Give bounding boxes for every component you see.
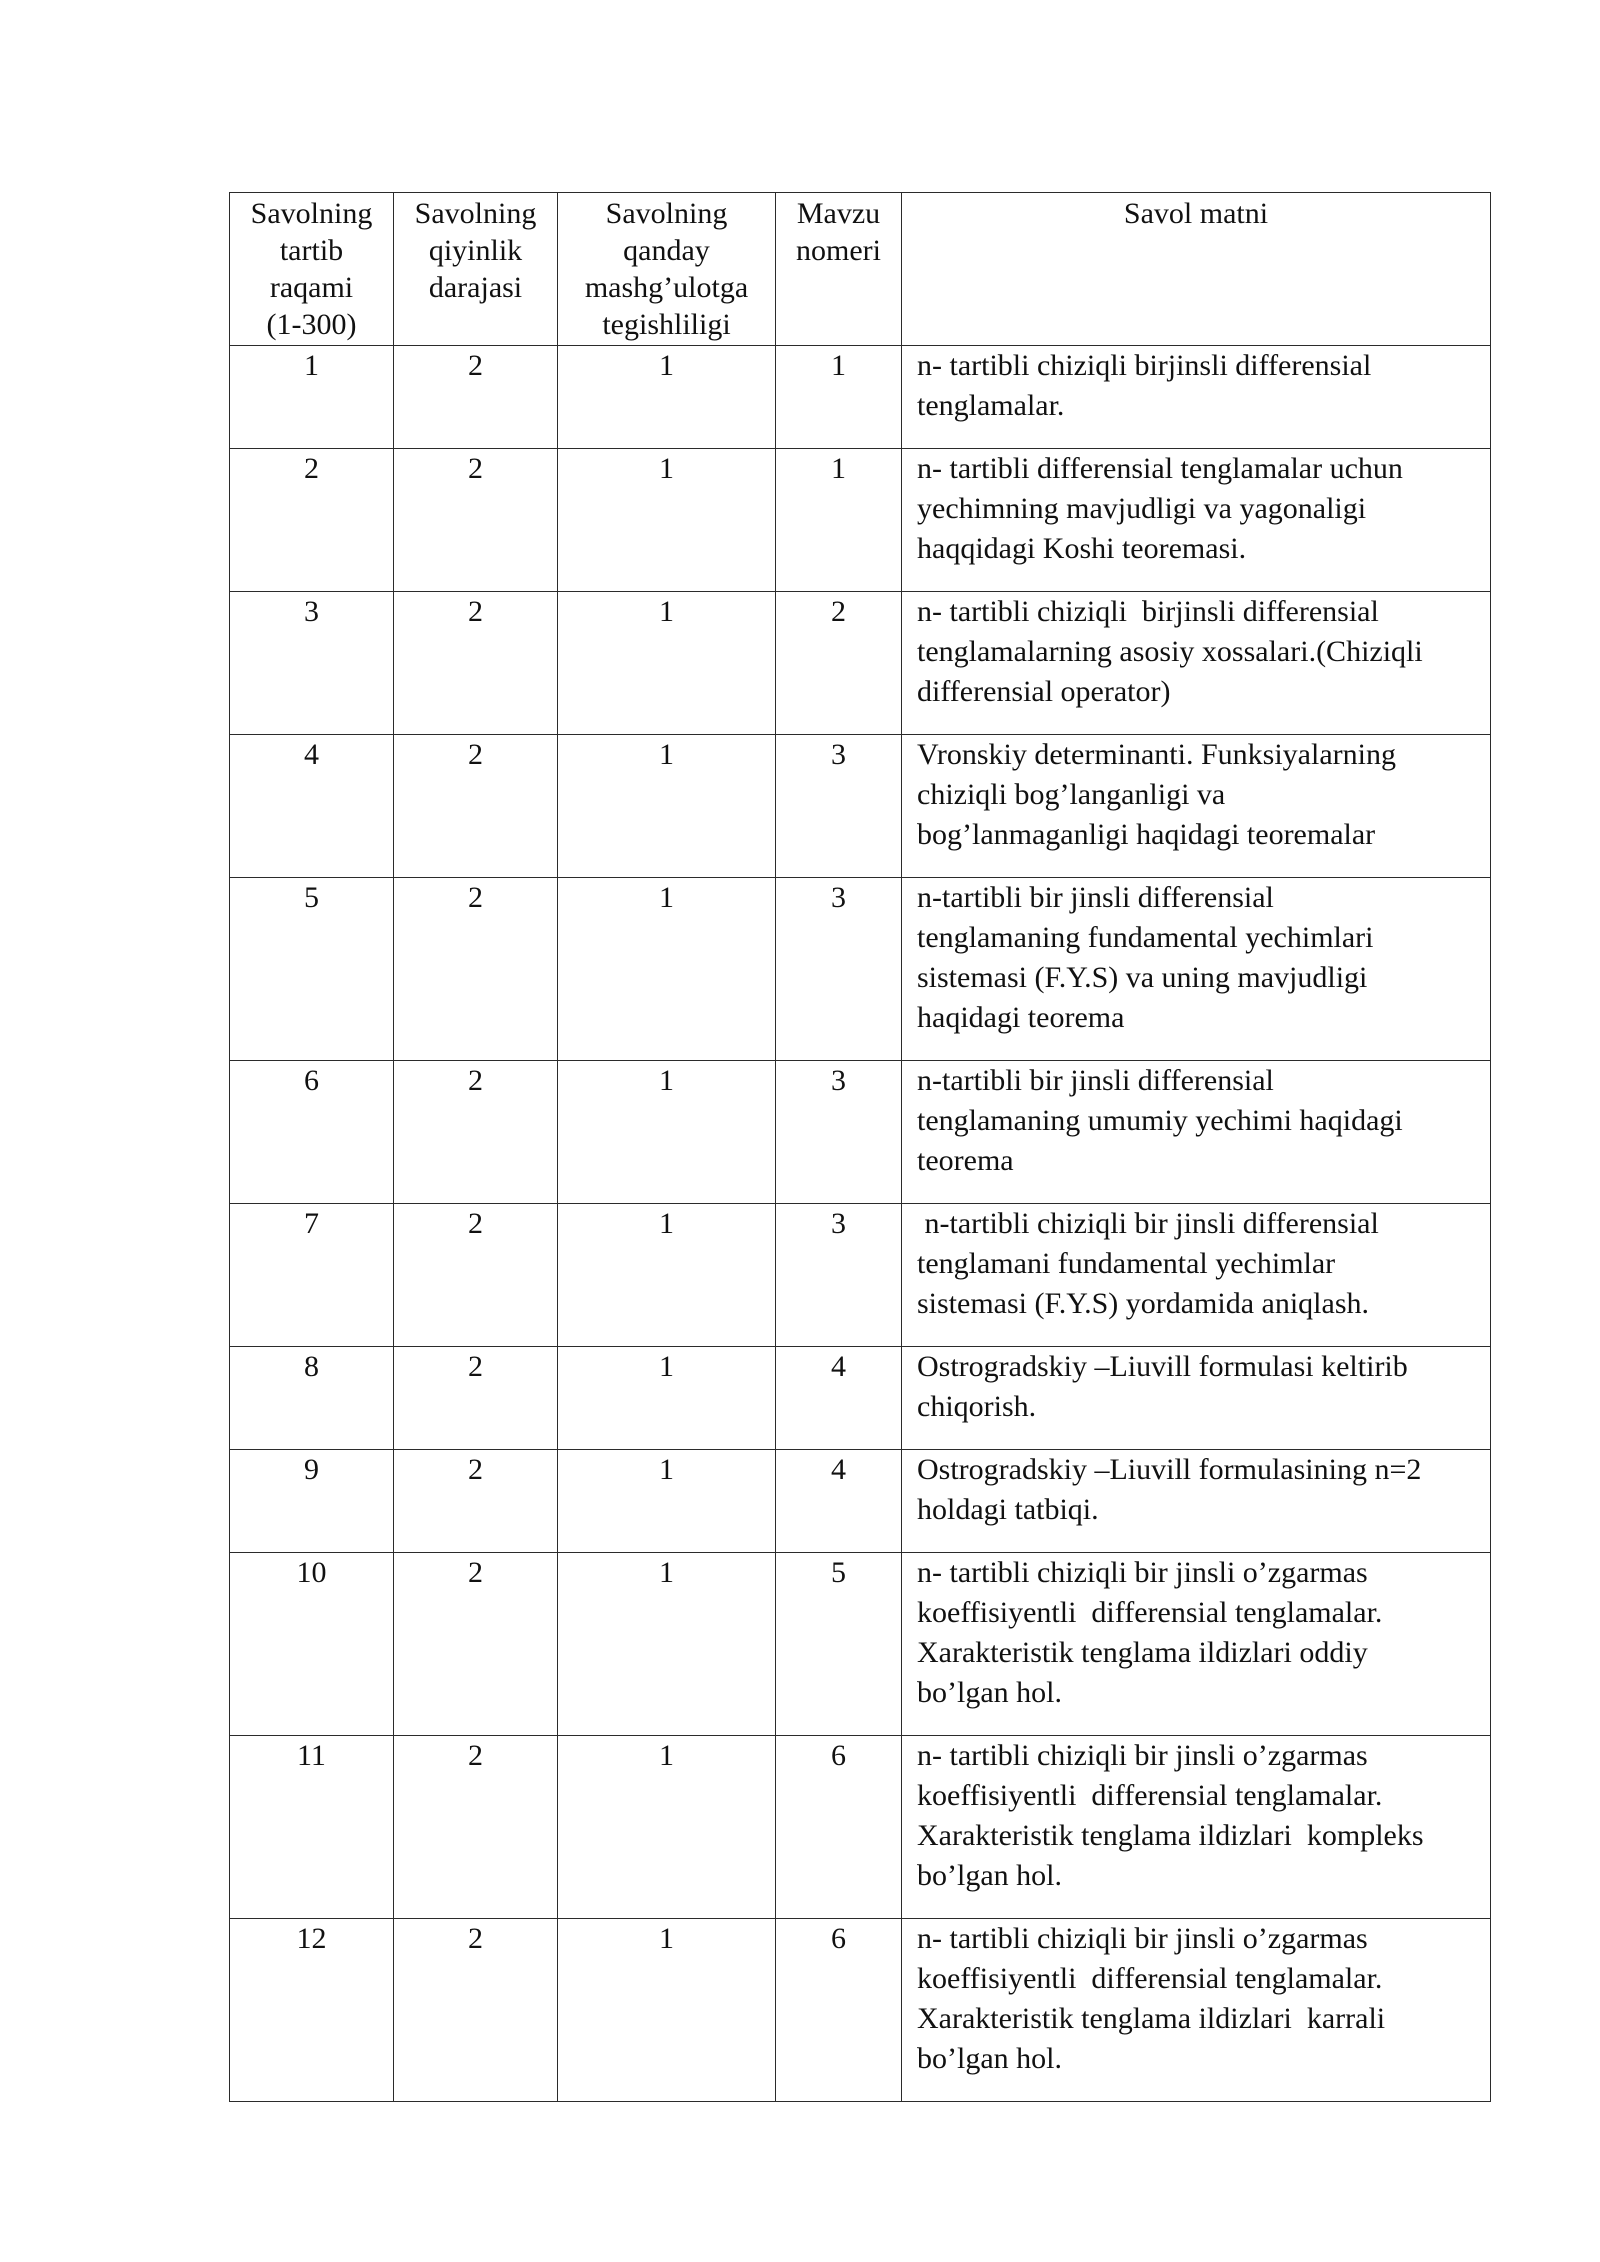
question-text-line: teorema <box>917 1144 1014 1177</box>
question-number-cell: 10 <box>230 1553 394 1736</box>
topic-number-cell: 6 <box>776 1919 902 2102</box>
question-number-cell: 4 <box>230 735 394 878</box>
question-text-line: tenglamalar. <box>917 389 1065 422</box>
lesson-type-cell: 1 <box>558 346 776 449</box>
header-topic-number <box>776 193 902 346</box>
question-text-line: n- tartibli chiziqli birjinsli differensial <box>917 349 1372 382</box>
lesson-type-cell: 1 <box>558 1553 776 1736</box>
table-row <box>230 1553 1491 1736</box>
question-text-cell <box>902 346 1491 449</box>
question-text-cell <box>902 1347 1491 1450</box>
table-row <box>230 1736 1491 1919</box>
table-header-row <box>230 193 1491 346</box>
lesson-type-cell: 1 <box>558 592 776 735</box>
question-text-line: tenglamaning umumiy yechimi haqidagi <box>917 1104 1403 1137</box>
lesson-type-cell: 1 <box>558 1736 776 1919</box>
lesson-type-cell: 1 <box>558 1919 776 2102</box>
question-text-cell <box>902 1450 1491 1553</box>
question-text-line: yechimning mavjudligi va yagonaligi <box>917 492 1367 525</box>
question-text-line: bo’lgan hol. <box>917 1859 1062 1892</box>
difficulty-level-cell: 2 <box>394 1553 558 1736</box>
difficulty-level-cell: 2 <box>394 592 558 735</box>
question-text-line: Ostrogradskiy –Liuvill formulasining n=2 <box>917 1453 1422 1486</box>
question-number-cell: 2 <box>230 449 394 592</box>
topic-number-cell: 6 <box>776 1736 902 1919</box>
question-text-cell <box>902 449 1491 592</box>
question-text-line: n- tartibli chiziqli bir jinsli o’zgarmas <box>917 1922 1368 1955</box>
question-number-cell: 3 <box>230 592 394 735</box>
question-text-cell <box>902 1061 1491 1204</box>
difficulty-level-cell: 2 <box>394 1204 558 1347</box>
question-text-line: holdagi tatbiqi. <box>917 1493 1099 1526</box>
header-question-number <box>230 193 394 346</box>
table-row <box>230 1450 1491 1553</box>
question-text-line: Xarakteristik tenglama ildizlari oddiy <box>917 1636 1368 1669</box>
table-row <box>230 735 1491 878</box>
table-row <box>230 878 1491 1061</box>
difficulty-level-cell: 2 <box>394 1061 558 1204</box>
question-text-cell <box>902 735 1491 878</box>
topic-number-cell: 3 <box>776 878 902 1061</box>
header-line: nomeri <box>796 234 881 267</box>
question-text-line: koeffisiyentli differensial tenglamalar. <box>917 1596 1383 1629</box>
lesson-type-cell: 1 <box>558 449 776 592</box>
question-text-cell <box>902 592 1491 735</box>
question-number-cell: 9 <box>230 1450 394 1553</box>
header-line: tartib <box>279 234 344 267</box>
question-text-line: chiqorish. <box>917 1390 1037 1423</box>
table-row <box>230 346 1491 449</box>
lesson-type-cell: 1 <box>558 735 776 878</box>
topic-number-cell: 4 <box>776 1347 902 1450</box>
header-question-text <box>902 193 1491 346</box>
header-line: (1-300) <box>266 308 357 341</box>
table-row <box>230 1347 1491 1450</box>
question-text-line: tenglamalarning asosiy xossalari.(Chiziqli <box>917 635 1423 668</box>
question-text-line: sistemasi (F.Y.S) va uning mavjudligi <box>917 961 1368 994</box>
header-line: tegishliligi <box>602 308 731 341</box>
topic-number-cell: 3 <box>776 735 902 878</box>
question-number-cell: 1 <box>230 346 394 449</box>
lesson-type-cell: 1 <box>558 1347 776 1450</box>
header-lesson-type <box>558 193 776 346</box>
question-text-line: sistemasi (F.Y.S) yordamida aniqlash. <box>917 1287 1370 1320</box>
question-text-line: n- tartibli chiziqli bir jinsli o’zgarmas <box>917 1556 1368 1589</box>
header-line: Savol matni <box>1123 197 1269 230</box>
difficulty-level-cell: 2 <box>394 735 558 878</box>
lesson-type-cell: 1 <box>558 1061 776 1204</box>
header-line: Savolning <box>414 197 537 230</box>
question-text-line: haqqidagi Koshi teoremasi. <box>917 532 1247 565</box>
question-number-cell: 8 <box>230 1347 394 1450</box>
topic-number-cell: 5 <box>776 1553 902 1736</box>
question-text-line: tenglamani fundamental yechimlar <box>917 1247 1336 1280</box>
question-text-line: koeffisiyentli differensial tenglamalar. <box>917 1779 1383 1812</box>
table-row <box>230 449 1491 592</box>
difficulty-level-cell: 2 <box>394 1450 558 1553</box>
question-number-cell: 6 <box>230 1061 394 1204</box>
topic-number-cell: 3 <box>776 1061 902 1204</box>
question-text-line: Ostrogradskiy –Liuvill formulasi keltirib <box>917 1350 1408 1383</box>
question-text-line: Xarakteristik tenglama ildizlari kompleks <box>917 1819 1424 1852</box>
topic-number-cell: 3 <box>776 1204 902 1347</box>
question-text-line: tenglamaning fundamental yechimlari <box>917 921 1374 954</box>
question-text-cell <box>902 1736 1491 1919</box>
question-text-line: bo’lgan hol. <box>917 2042 1062 2075</box>
question-text-line: n- tartibli chiziqli bir jinsli o’zgarmas <box>917 1739 1368 1772</box>
header-line: raqami <box>269 271 354 304</box>
table-row <box>230 1061 1491 1204</box>
table-row <box>230 592 1491 735</box>
header-line: Savolning <box>250 197 373 230</box>
difficulty-level-cell: 2 <box>394 878 558 1061</box>
question-text-line: Xarakteristik tenglama ildizlari karrali <box>917 2002 1386 2035</box>
question-text-line: chiziqli bog’langanligi va <box>917 778 1226 811</box>
difficulty-level-cell: 2 <box>394 1919 558 2102</box>
question-text-line: bo’lgan hol. <box>917 1676 1062 1709</box>
question-number-cell: 12 <box>230 1919 394 2102</box>
question-text-cell <box>902 878 1491 1061</box>
question-text-line: koeffisiyentli differensial tenglamalar. <box>917 1962 1383 1995</box>
question-text-line: bog’lanmaganligi haqidagi teoremalar <box>917 818 1376 851</box>
topic-number-cell: 1 <box>776 346 902 449</box>
topic-number-cell: 1 <box>776 449 902 592</box>
question-number-cell: 5 <box>230 878 394 1061</box>
table-body <box>230 346 1491 2102</box>
difficulty-level-cell: 2 <box>394 346 558 449</box>
table-row <box>230 1919 1491 2102</box>
header-line: darajasi <box>428 271 523 304</box>
question-text-line: n- tartibli chiziqli birjinsli differensial <box>917 595 1379 628</box>
header-line: mashg’ulotga <box>584 271 749 304</box>
lesson-type-cell: 1 <box>558 1204 776 1347</box>
lesson-type-cell: 1 <box>558 1450 776 1553</box>
question-text-cell <box>902 1204 1491 1347</box>
question-text-line: haqidagi teorema <box>917 1001 1125 1034</box>
difficulty-level-cell: 2 <box>394 1736 558 1919</box>
difficulty-level-cell: 2 <box>394 1347 558 1450</box>
question-text-line: n-tartibli chiziqli bir jinsli differensial <box>917 1207 1379 1240</box>
question-text-cell <box>902 1553 1491 1736</box>
header-line: qanday <box>623 234 710 267</box>
questions-table <box>229 192 1491 2102</box>
table-row <box>230 1204 1491 1347</box>
header-line: Mavzu <box>796 197 881 230</box>
difficulty-level-cell: 2 <box>394 449 558 592</box>
lesson-type-cell: 1 <box>558 878 776 1061</box>
topic-number-cell: 4 <box>776 1450 902 1553</box>
header-line: qiyinlik <box>428 234 523 267</box>
question-text-line: n- tartibli differensial tenglamalar uchun <box>917 452 1403 485</box>
question-text-cell <box>902 1919 1491 2102</box>
question-number-cell: 11 <box>230 1736 394 1919</box>
header-difficulty-level <box>394 193 558 346</box>
question-text-line: differensial operator) <box>917 675 1171 708</box>
header-line: Savolning <box>605 197 728 230</box>
question-text-line: n-tartibli bir jinsli differensial <box>917 881 1274 914</box>
question-text-line: Vronskiy determinanti. Funksiyalarning <box>917 738 1396 771</box>
question-number-cell: 7 <box>230 1204 394 1347</box>
question-text-line: n-tartibli bir jinsli differensial <box>917 1064 1274 1097</box>
topic-number-cell: 2 <box>776 592 902 735</box>
